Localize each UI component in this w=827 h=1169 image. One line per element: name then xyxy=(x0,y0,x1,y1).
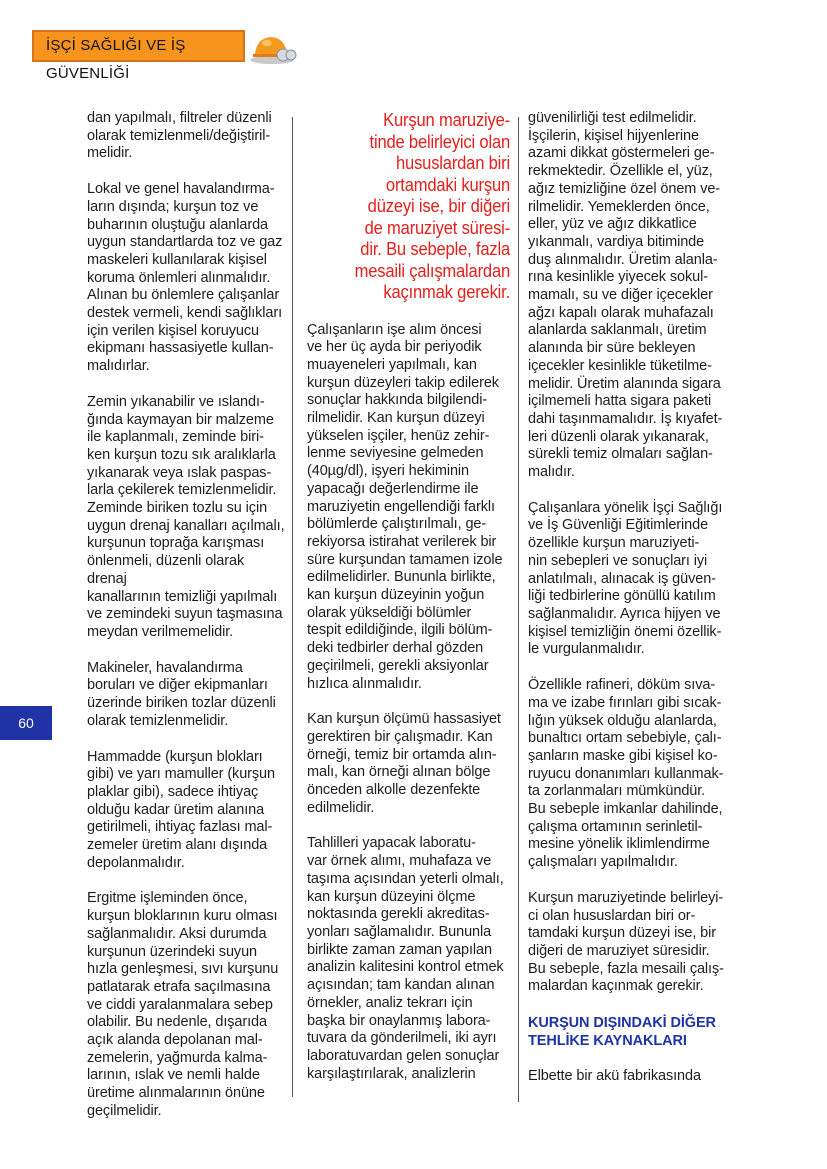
section-title: İŞÇİ SAĞLIĞI VE İŞ GÜVENLİĞİ xyxy=(46,37,186,82)
paragraph: Zemin yıkanabilir ve ıslandı- ğında kaymayan bir malzeme ile kaplanmalı, zeminde biri- ken kurşun tozu sık aralıklarla yıkanarak veya ıslak paspas- larla çekilerek temizlenmelidir. Zeminde biriken tozlu su için uygun drenaj kanalları açılmalı, kurşunun toprağa karışması önlenmeli, düzenli olarak drenaj kanallarının temizliği yapılmalı ve zemindeki suyun taşmasına meydan verilmemelidir. xyxy=(87,393,285,640)
paragraph: Kan kurşun ölçümü hassasiyet gerektiren bir çalışmadır. Kan örneği, temiz bir ortamda alın- malı, kan örneği alınan bölge önceden alkolle dezenfekte edilmelidir. xyxy=(307,711,501,816)
pull-quote: Kurşun maruziye- tinde belirleyici olan hususlardan biri ortamdaki kurşun düzeyi ise, bir diğeri de maruziyet süresi- dir. Bu sebeple, fazla mesaili çalışmalardan kaçınmak gerekir. xyxy=(354,110,510,302)
paragraph: Lokal ve genel havalandırma- ların dışında; kurşun toz ve buharının oluştuğu alanlarda uygun standartlarda toz ve gaz maskeleri kullanılarak kişisel koruma önlemleri alınmalıdır. Alınan bu önlemlere çalışanlar destek vermeli, kendi sağlıkları için verilen kişisel koruyucu ekipmanı hassasiyetle kullan- malıdırlar. xyxy=(87,181,283,375)
text-column-1 xyxy=(87,110,287,1139)
paragraph: Tahlilleri yapacak laboratu- var örnek alımı, muhafaza ve taşıma açısından yeterli olmalı, kan kurşun düzeyini ölçme noktasında gerekli akreditas- yonları sağlamalıdır. Bununla birlikte zaman zaman yapılan analizin kalitesini kontrol etmek açısından; tam kandan alınan örnekler, analiz tekrarı için başka bir onaylanmış labora- tuvara da gönderilmeli, iki ayrı laboratuvardan gelen sonuçlar karşılaştırılarak, analizlerin xyxy=(307,835,504,1082)
section-header-tag xyxy=(32,30,245,82)
paragraph: Makineler, havalandırma boruları ve diğer ekipmanları üzerinde biriken tozlar düzenli olarak temizlenmelidir. xyxy=(87,659,276,729)
text-column-2 xyxy=(307,110,510,1101)
paragraph: Çalışanlara yönelik İşçi Sağlığı ve İş Güvenliği Eğitimlerinde özellikle kurşun maruziyeti- nin sebepleri ve sonuçları iyi anlatılmalı, alınacak iş güven- liği tedbirlerine gönüllü katılım sağlanmalıdır. Ayrıca hijyen ve kişisel temizliğin önemi özellik- le vurgulanmalıdır. xyxy=(528,499,723,658)
page-number: 60 xyxy=(18,715,34,731)
page-number-badge xyxy=(0,706,52,740)
paragraph: Hammadde (kurşun blokları gibi) ve yarı mamuller (kurşun plaklar gibi), sadece ihtiyaç olduğu kadar üretim alanına getirilmeli, ihtiyaç fazlası mal- zemeler üretim alanı dışında depolanmalıdır. xyxy=(87,748,275,871)
column-divider xyxy=(292,117,293,1097)
column-divider xyxy=(518,117,519,1102)
paragraph: dan yapılmalı, filtreler düzenli olarak temizlenmeli/değiştiril- melidir. xyxy=(87,110,272,162)
paragraph: Kurşun maruziyetinde belirleyi- ci olan hususlardan biri or- tamdaki kurşun düzeyi ise, bir diğeri de maruziyet süresidir. Bu sebeple, fazla mesaili çalış- malardan kaçınmak gerekir. xyxy=(528,889,724,995)
paragraph: Çalışanların işe alım öncesi ve her üç ayda bir periyodik muayeneleri yapılmalı, kan kurşun düzeyleri takip edilerek sonuçlar hakkında bilgilendi- rilmelidir. Kan kurşun düzeyi yükselen işçiler, henüz zehir- lenme seviyesine gelmeden (40µg/dl), işyeri hekiminin yapacağı değerlendirme ile maruziyetin engellendiği farklı bölümlerde çalıştırılmalı, ge- rekiyorsa istirahat verilerek bir süre kurşundan tamamen izole edilmelidirler. Bununla birlikte, kan kurşun düzeyinin yoğun olarak yükseldiği bölümler tespit edildiğinde, ilgili bölüm- deki tedbirler derhal gözden geçirilmeli, gerekli aksiyonlar hızlıca alınmalıdır. xyxy=(307,321,503,692)
helmet-goggles-icon xyxy=(247,30,297,66)
paragraph: Elbette bir akü fabrikasında xyxy=(528,1068,701,1085)
paragraph: güvenilirliği test edilmelidir. İşçilerin, kişisel hijyenlerine azami dikkat göstermeleri ge- rekmektedir. Özellikle el, yüz, ağız temizliğine özel önem ve- rilmelidir. Yemeklerden önce, eller, yüz ve ağız dikkatlice yıkanmalı, vardiya bitiminde duş alınmalıdır. Üretim alanla- rına kesinlikle yiyecek sokul- mamalı, su ve diğer içecekler ağzı kapalı olarak muhafazalı alanlarda saklanmalı, üretim alanında bir süre bekleyen içecekler kesinlikle tüketilme- melidir. Üretim alanında sigara içilmemeli hatta sigara paketi dahi taşınmamalıdır. İş kıyafet- leri düzenli olarak yıkanarak, sürekli temiz olmaları sağlan- malıdır. xyxy=(528,110,723,481)
text-column-3 xyxy=(528,110,738,1104)
paragraph: Özellikle rafineri, döküm sıva- ma ve izabe fırınları gibi sıcak- lığın yüksek olduğu alanlarda, bunaltıcı ortam sebebiyle, çalı- şanların maske gibi kişisel ko- ruyucu donanımları kullanmak- ta zorlanmaları mümkündür. Bu sebeple imkanlar dahilinde, çalışma ortamının serinletil- mesine yönelik iklimlendirme çalışmaları yapılmalıdır. xyxy=(528,677,724,871)
paragraph: Ergitme işleminden önce, kurşun bloklarının kuru olması sağlanmalıdır. Aksi durumda kurşunun üzerindeki suyun hızla genleşmesi, sıvı kurşunu patlatarak etrafa saçılmasına ve ciddi yaralanmalara sebep olabilir. Bu nedenle, dışarıda açık alanda depolanan mal- zemelerin, yağmurda kalma- larının, ıslak ve nemli halde üretime alınmalarının önüne geçilmelidir. xyxy=(87,890,279,1119)
section-subheading: KURŞUN DIŞINDAKİ DİĞER TEHLİKE KAYNAKLARI xyxy=(528,1015,716,1050)
